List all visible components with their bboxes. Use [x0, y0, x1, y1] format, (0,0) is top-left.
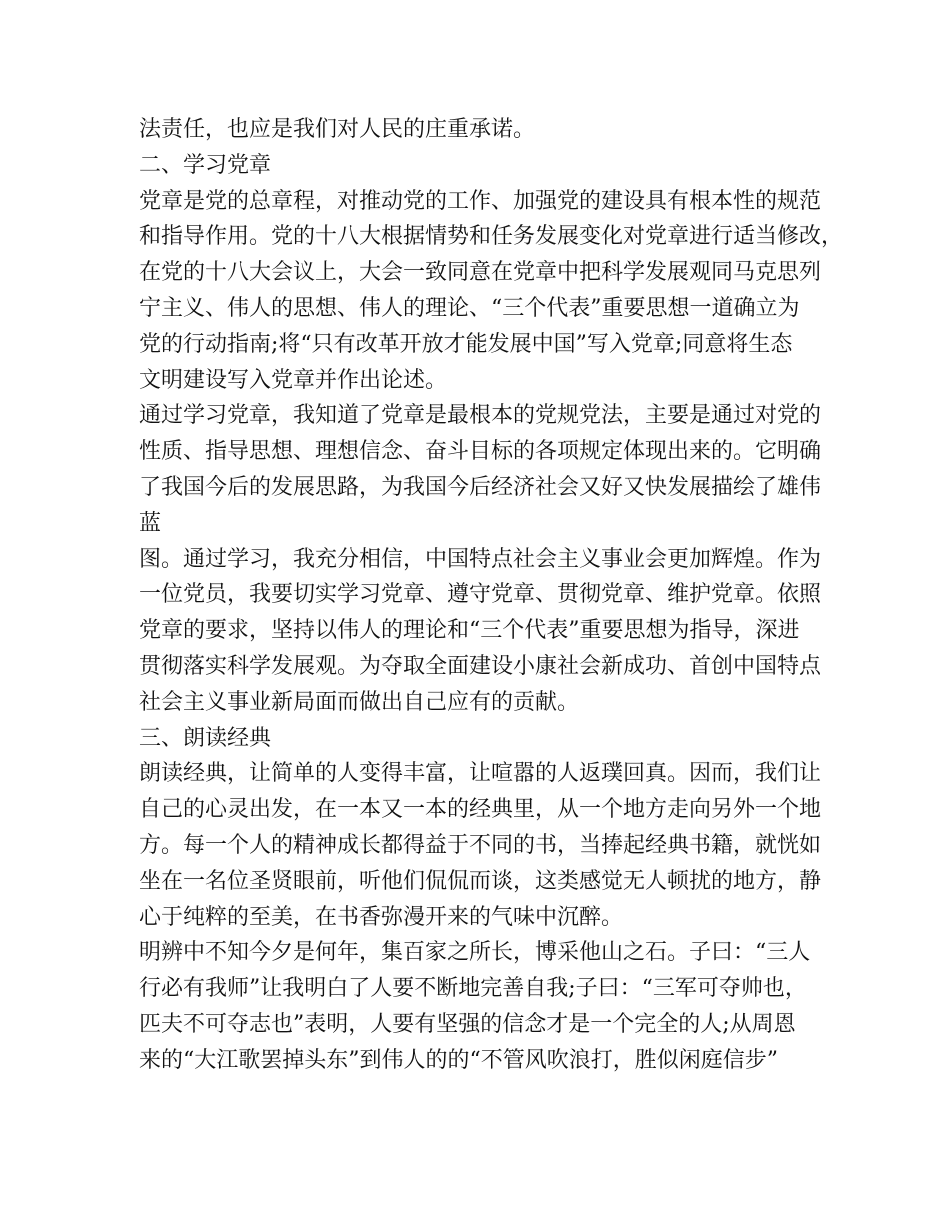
text-line: 一位党员，我要切实学习党章、遵守党章、贯彻党章、维护党章。依照	[139, 582, 822, 608]
text-line: 党章的要求，坚持以伟人的理论和“三个代表”重要思想为指导，深进	[139, 618, 800, 644]
text-line: 行必有我师”让我明白了人要不断地完善自我;子曰：“三军可夺帅也，	[139, 976, 807, 1002]
text-line: 蓝	[139, 510, 162, 536]
text-line: 文明建设写入党章并作出论述。	[139, 367, 448, 393]
text-line: 党章是党的总章程，对推动党的工作、加强党的建设具有根本性的规范	[139, 188, 822, 214]
text-line: 社会主义事业新局面而做出自己应有的贡献。	[139, 689, 580, 715]
text-line: 朗读经典，让简单的人变得丰富，让喧嚣的人返璞回真。因而，我们让	[139, 761, 822, 787]
document-body	[139, 112, 844, 1079]
text-line: 了我国今后的发展思路，为我国今后经济社会又好又快发展描绘了雄伟	[139, 474, 822, 500]
text-line: 方。每一个人的精神成长都得益于不同的书，当捧起经典书籍，就恍如	[139, 832, 822, 858]
text-line: 自己的心灵出发，在一本又一本的经典里，从一个地方走向另外一个地	[139, 797, 822, 823]
text-line: 通过学习党章，我知道了党章是最根本的党规党法，主要是通过对党的	[139, 403, 822, 429]
text-line: 坐在一名位圣贤眼前，听他们侃侃而谈，这类感觉无人顿扰的地方，静	[139, 868, 822, 894]
text-line: 明辨中不知今夕是何年，集百家之所长，博采他山之石。子曰：“三人	[139, 940, 811, 966]
text-line: 心于纯粹的至美，在书香弥漫开来的气味中沉醉。	[139, 904, 624, 930]
text-line: 性质、指导思想、理想信念、奋斗目标的各项规定体现出来的。它明确	[139, 439, 822, 465]
text-line: 匹夫不可夺志也”表明，人要有坚强的信念才是一个完全的人;从周恩	[139, 1011, 796, 1037]
text-line: 宁主义、伟人的思想、伟人的理论、“三个代表”重要思想一道确立为	[139, 295, 800, 321]
text-line: 在党的十八大会议上，大会一致同意在党章中把科学发展观同马克思列	[139, 260, 822, 286]
text-line: 贯彻落实科学发展观。为夺取全面建设小康社会新成功、首创中国特点	[139, 653, 822, 679]
text-line: 党的行动指南;将“只有改革开放才能发展中国”写入党章;同意将生态	[139, 331, 793, 357]
text-line: 图。通过学习，我充分相信，中国特点社会主义事业会更加辉煌。作为	[139, 546, 822, 572]
section-heading: 二、学习党章	[139, 152, 272, 178]
text-line: 和指导作用。党的十八大根据情势和任务发展变化对党章进行适当修改，	[139, 224, 844, 250]
text-line: 来的“大江歌罢掉头东”到伟人的的“不管风吹浪打，胜似闲庭信步”	[139, 1047, 778, 1073]
text-line: 法责任，也应是我们对人民的庄重承诺。	[139, 117, 536, 142]
section-heading: 三、朗读经典	[139, 725, 272, 751]
